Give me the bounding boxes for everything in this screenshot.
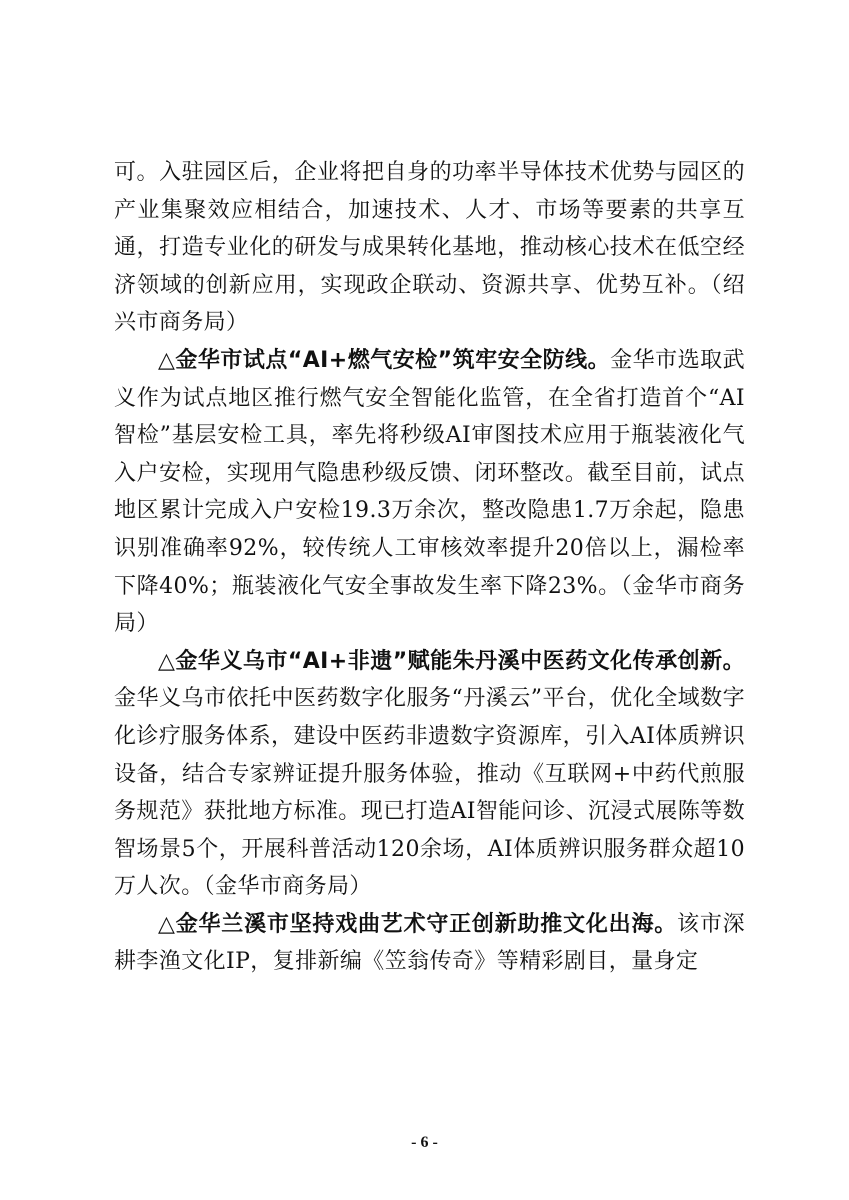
paragraph-text: 金华市选取武义作为试点地区推行燃气安全智能化监管，在全省打造首个“AI智检”基层安检工具，率先将秒级AI审图技术应用于瓶装液化气入户安检，实现用气隐患秒级反馈、闭环整改。截至目前，试点地区累计完成入户安检19.3万余次，整改隐患1.7万余起，隐患识别准确率92%，较传统人工审核效率提升20倍以上，漏检率下降40%；瓶装液化气安全事故发生率下降23%。（金华市商务局） xyxy=(114,347,745,637)
paragraph-lanxi-opera xyxy=(114,906,745,981)
paragraph-lead: △金华兰溪市坚持戏曲艺术守正创新助推文化出海。 xyxy=(158,911,678,937)
paragraph-lead: △金华市试点“AI+燃气安检”筑牢安全防线。 xyxy=(158,347,611,373)
paragraph-yiwu-heritage xyxy=(114,643,745,906)
page-number: - 6 - xyxy=(411,1134,438,1151)
document-body xyxy=(114,154,745,981)
paragraph-continuation xyxy=(114,154,745,342)
paragraph-lead: △金华义乌市“AI+非遗”赋能朱丹溪中医药文化传承创新。 xyxy=(158,648,745,674)
paragraph-jinhua-gas-inspection xyxy=(114,342,745,643)
paragraph-text: 可。入驻园区后，企业将把自身的功率半导体技术优势与园区的产业集聚效应相结合，加速技术、人才、市场等要素的共享互通，打造专业化的研发与成果转化基地，推动核心技术在低空经济领域的创新应用，实现政企联动、资源共享、优势互补。（绍兴市商务局） xyxy=(114,160,745,336)
paragraph-text: 金华义乌市依托中医药数字化服务“丹溪云”平台，优化全域数字化诊疗服务体系，建设中医药非遗数字资源库，引入AI体质辨识设备，结合专家辨证提升服务体验，推动《互联网+中药代煎服务规范》获批地方标准。现已打造AI智能问诊、沉浸式展陈等数智场景5个，开展科普活动120余场，AI体质辨识服务群众超10万人次。（金华市商务局） xyxy=(114,686,745,900)
paragraph-text: 该市深耕李渔文化IP，复排新编《笠翁传奇》等精彩剧目，量身定 xyxy=(114,911,746,975)
